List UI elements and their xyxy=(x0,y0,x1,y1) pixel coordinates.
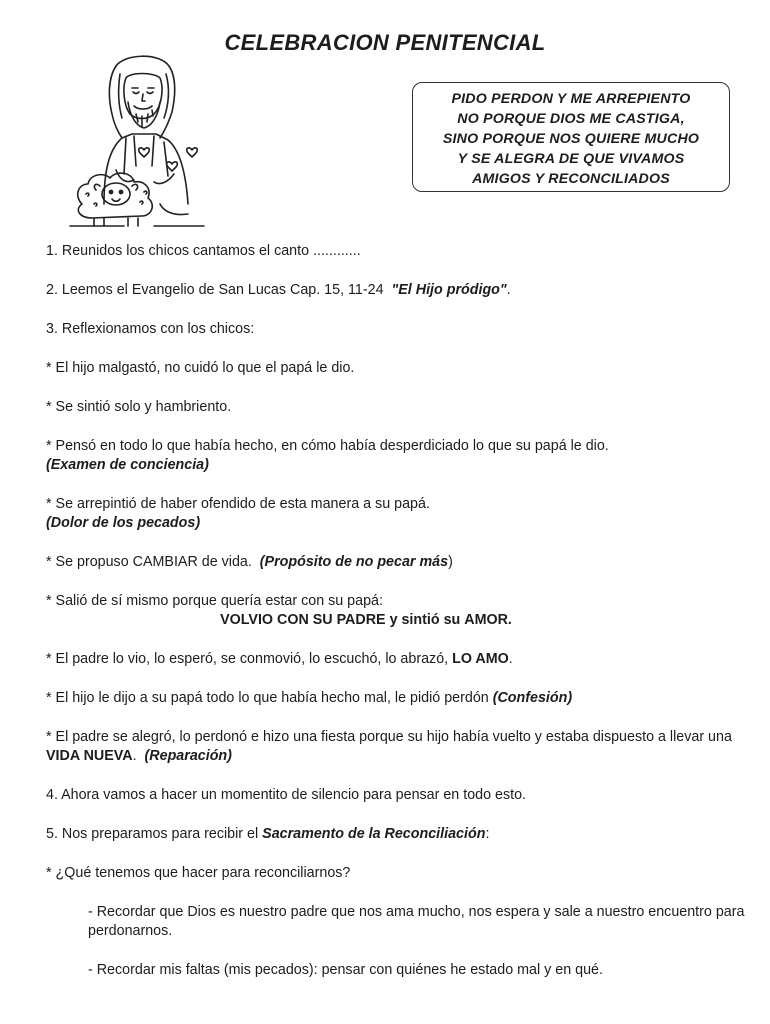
reflection-4 xyxy=(46,495,746,533)
quote-line: SINO PORQUE NOS QUIERE MUCHO xyxy=(442,131,700,147)
reflection-2 xyxy=(46,398,746,417)
love-word: AMOR. xyxy=(464,612,512,628)
step-3-text: 3. Reflexionamos con los chicos: xyxy=(46,321,255,337)
detail-2 xyxy=(46,961,746,980)
reflection-3-text: * Pensó en todo lo que había hecho, en cómo había desperdiciado lo que su papá le dio. xyxy=(46,438,609,454)
detail-1 xyxy=(46,903,746,941)
reflection-7-end: . xyxy=(508,651,513,667)
reflection-8-note: (Confesión) xyxy=(492,690,573,706)
reflection-5-note: (Propósito de no pecar más xyxy=(259,554,449,570)
step-4-text: 4. Ahora vamos a hacer un momentito de silencio para pensar en todo esto. xyxy=(46,787,527,803)
reflection-3 xyxy=(46,437,746,475)
step-2-text: 2. Leemos el Evangelio de San Lucas Cap. 15, 11-24 xyxy=(46,282,384,298)
reflection-7-text: * El padre lo vio, lo esperó, se conmovió, lo escuchó, lo abrazó, xyxy=(46,651,449,667)
page-title: CELEBRACION PENITENCIAL xyxy=(224,30,546,55)
step-1 xyxy=(46,242,746,261)
gospel-title: "El Hijo pródigo" xyxy=(391,282,507,298)
reflection-2-text: * Se sintió solo y hambriento. xyxy=(46,399,232,415)
quote-box xyxy=(412,82,730,192)
felt-his: y sintió su xyxy=(389,612,461,628)
step-5-end: : xyxy=(485,826,490,842)
reflection-5-end: ) xyxy=(448,554,453,570)
sacrament-name: Sacramento de la Reconciliación xyxy=(262,826,486,842)
quote-line: AMIGOS Y RECONCILIADOS xyxy=(472,171,670,187)
quote-line: PIDO PERDON Y ME ARREPIENTO xyxy=(451,91,691,107)
question-1-text: * ¿Qué tenemos que hacer para reconciliarnos? xyxy=(46,865,351,881)
reflection-1 xyxy=(46,359,746,378)
reflection-7 xyxy=(46,650,746,669)
reflection-4-note: (Dolor de los pecados) xyxy=(46,515,201,531)
celebration-steps xyxy=(46,242,746,980)
reflection-9-text: * El padre se alegró, lo perdonó e hizo una fiesta porque su hijo había vuelto y estaba dispuesto a llevar una xyxy=(46,729,732,745)
jesus-with-sheep-illustration xyxy=(64,54,214,230)
reflection-1-text: * El hijo malgastó, no cuidó lo que el papá le dio. xyxy=(46,360,355,376)
step-2-end: . xyxy=(506,282,511,298)
step-5 xyxy=(46,825,746,844)
reflection-6-center xyxy=(46,611,746,630)
detail-2-text: - Recordar mis faltas (mis pecados): pensar con quiénes he estado mal y en qué. xyxy=(88,962,603,978)
quote-line: Y SE ALEGRA DE QUE VIVAMOS xyxy=(457,151,685,167)
detail-1-text: - Recordar que Dios es nuestro padre que nos ama mucho, nos espera y sale a nuestro encuentro para perdonarnos. xyxy=(88,904,745,939)
question-1 xyxy=(46,864,746,883)
reflection-8-text: * El hijo le dijo a su papá todo lo que había hecho mal, le pidió perdón xyxy=(46,690,489,706)
quote-line: NO PORQUE DIOS ME CASTIGA, xyxy=(457,111,685,127)
step-1-text: 1. Reunidos los chicos cantamos el canto ............ xyxy=(46,243,361,259)
reflection-7-bold: LO AMO xyxy=(452,651,509,667)
reflection-5-text: * Se propuso CAMBIAR de vida. xyxy=(46,554,252,570)
reflection-6-text: * Salió de sí mismo porque quería estar con su papá: xyxy=(46,593,383,609)
reflection-9-mid: . xyxy=(132,748,137,764)
reflection-8 xyxy=(46,689,746,708)
step-3 xyxy=(46,320,746,339)
returned-to-father: VOLVIO CON SU PADRE xyxy=(220,612,386,628)
reflection-9-note: (Reparación) xyxy=(144,748,232,764)
step-5-text: 5. Nos preparamos para recibir el xyxy=(46,826,259,842)
reflection-6 xyxy=(46,592,746,630)
reflection-3-note: (Examen de conciencia) xyxy=(46,457,209,473)
reflection-9 xyxy=(46,728,746,766)
step-4 xyxy=(46,786,746,805)
reflection-4-text: * Se arrepintió de haber ofendido de esta manera a su papá. xyxy=(46,496,430,512)
reflection-5 xyxy=(46,553,746,572)
reflection-9-bold: VIDA NUEVA xyxy=(46,748,133,764)
step-2 xyxy=(46,281,746,300)
